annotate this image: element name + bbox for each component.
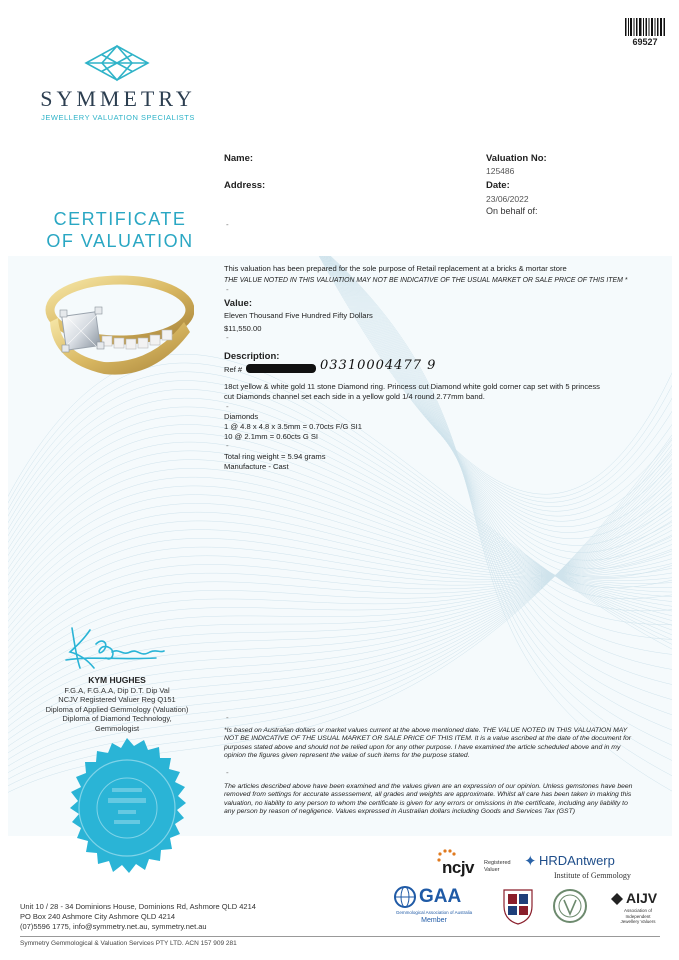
gaa-badge <box>394 886 474 930</box>
footer-company: Symmetry Gemmological & Valuation Services PTY LTD. ACN 157 909 281 <box>20 936 660 947</box>
footer-address <box>20 902 256 931</box>
valuer-name: KYM HUGHES <box>88 675 146 685</box>
valuer-signature <box>60 622 170 672</box>
aijv-sub <box>610 908 666 925</box>
ncjv-badge <box>436 848 516 880</box>
barcode-icon <box>625 18 665 36</box>
gaa-globe-icon <box>394 886 416 908</box>
ring-photo <box>34 262 194 388</box>
brand-tagline: JEWELLERY VALUATION SPECIALISTS <box>41 113 195 122</box>
gaa-member: Member <box>421 917 447 924</box>
value-dash: - <box>226 333 229 342</box>
note-1: *Is based on Australian dollars or market values current at the above mentioned date. THE VALUE NOTED IN THIS VALUATION MAY NOT BE INDICATIVE OF THE USUAL MARKET OR SALE PRICE OF THIS ITEM. It is a value ascribed at the date of the document for purposes stated above and should not be relied upon for any other purpose. I have examined the article scheduled above and in my opinion the figures given represent the value of such items for the purpose stated. <box>224 727 632 760</box>
diamond-logo-icon <box>84 44 150 82</box>
behalf-label: On behalf of: <box>486 206 538 216</box>
name-label: Name: <box>224 153 254 164</box>
aijv-diamond-icon <box>610 892 624 906</box>
manufacture: Manufacture - Cast <box>224 462 289 471</box>
redacted-ref-bar <box>246 364 316 373</box>
crest-icon <box>500 886 536 926</box>
footer-address-line-2: PO Box 240 Ashmore City Ashmore QLD 4214 <box>20 911 176 921</box>
value-amount: $11,550.00 <box>224 324 262 333</box>
aijv-name: AIJV <box>626 890 658 906</box>
barcode-number: 69527 <box>632 37 658 47</box>
certificate-title-line2: OF VALUATION <box>46 231 194 251</box>
date-label: Date: <box>486 180 510 191</box>
brand-name: SYMMETRY <box>40 86 196 111</box>
description-label: Description: <box>224 351 280 362</box>
aijv-sub-3: Jewellery Valuers <box>620 919 656 924</box>
ncjv-sub-2: Valuer <box>484 867 500 873</box>
header-dash: - <box>226 220 229 229</box>
valuer-line-5: Gemmologist <box>94 723 140 733</box>
valuer-block <box>0 676 234 733</box>
value-label: Value: <box>224 298 252 309</box>
valuer-line-4: Diploma of Diamond Technology, <box>62 714 172 723</box>
diamonds-label: Diamonds <box>224 412 259 421</box>
diamonds-dash: - <box>226 441 229 450</box>
description-paragraph: 18ct yellow & white gold 11 stone Diamond ring. Princess cut Diamond white gold corner cap set with 5 princess cut Diamonds channel set each side in a yellow gold 1/4 round 2.77mm band. <box>224 382 600 401</box>
ref-label: Ref # <box>224 365 243 374</box>
value-words: Eleven Thousand Five Hundred Fifty Dollars <box>224 311 373 320</box>
valuation-no-label: Valuation No: <box>486 153 547 164</box>
footer-address-line-3: (07)5596 1775, info@symmetry.net.au, symmetry.net.au <box>20 921 207 931</box>
note-2: The articles described above have been examined and the values given are an expression of our opinion. Unless gemstones have been removed from settings for accurate assessement, all grades and weights are approximate. Whilst all care has been taken in making this valuation, no liability to any person to whom the certificate is given for any errors or omissions in the certificate, including any liability to any person by reason of negligence. Values expressed in Australian dollars including Goods and Services Tax (GST) <box>224 783 633 816</box>
hrd-name: HRDAntwerp <box>539 853 615 868</box>
notes-dash: - <box>226 713 229 722</box>
valuer-line-3: Diploma of Applied Gemmology (Valuation) <box>45 704 189 714</box>
diamond-line-1: 1 @ 4.8 x 4.8 x 3.5mm = 0.70cts F/G SI1 <box>224 422 362 431</box>
ncjv-name: ncjv <box>442 858 475 877</box>
hrd-star-icon: ✦ <box>524 853 537 870</box>
hrd-badge <box>524 852 644 884</box>
valuation-no-value: 125486 <box>486 166 515 176</box>
aijv-badge <box>610 890 666 932</box>
certificate-title-line1: CERTIFICATE <box>53 209 187 229</box>
address-label: Address: <box>224 180 266 191</box>
aijv-sub-2: Independent <box>625 913 651 919</box>
hrd-sub: Institute of Gemmology <box>554 871 631 880</box>
purpose-line: This valuation has been prepared for the sole purpose of Retail replacement at a bricks & mortar store <box>224 264 567 273</box>
valuer-line-2: NCJV Registered Valuer Reg Q151 <box>58 695 176 704</box>
valuer-seal-icon <box>52 736 202 886</box>
purpose-dash: - <box>226 285 229 294</box>
date-value: 23/06/2022 <box>486 194 529 204</box>
gaa-name: GAA <box>419 886 462 907</box>
gaa-sub: Gemmological Association of Australia <box>395 910 473 915</box>
diamond-line-2: 10 @ 2.1mm = 0.60cts G SI <box>224 432 319 441</box>
valuer-line-1: F.G.A, F.G.A.A, Dip D.T. Dip Val <box>64 685 170 695</box>
handwritten-ref: 03310004477 9 <box>320 358 437 373</box>
valuer-roundel-icon <box>552 888 588 924</box>
description-dash: - <box>226 402 229 411</box>
aijv-sub-1: Association of <box>623 908 652 913</box>
footer-address-line-1: Unit 10 / 28 - 34 Dominions House, Dominions Rd, Ashmore QLD 4214 <box>20 902 256 911</box>
purpose-warning: THE VALUE NOTED IN THIS VALUATION MAY NOT BE INDICATIVE OF THE USUAL MARKET OR SALE PRICE OF THIS ITEM * <box>224 277 628 284</box>
ncjv-sub <box>484 860 511 874</box>
certificate-title <box>20 208 220 252</box>
ring-weight: Total ring weight = 5.94 grams <box>224 452 326 461</box>
ncjv-sub-1: Registered <box>484 860 511 866</box>
notes-dash-2: - <box>226 768 229 777</box>
